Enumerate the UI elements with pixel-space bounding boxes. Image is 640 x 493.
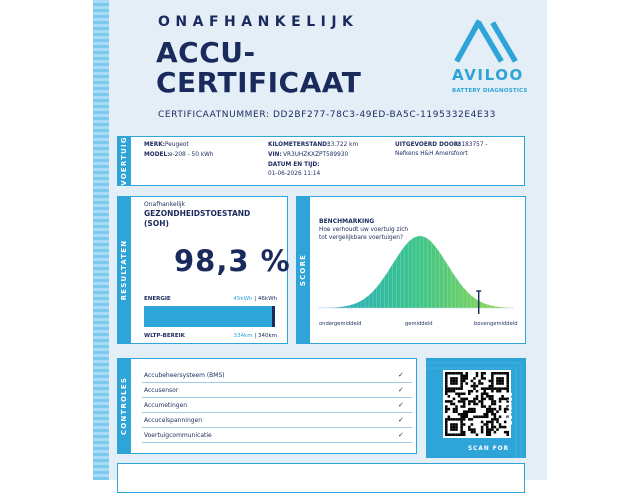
brand-tagline: BATTERY DIAGNOSTICS bbox=[452, 88, 528, 94]
control-divider bbox=[142, 427, 412, 428]
certificate-number: CERTIFICAATNUMMER: DD2BF277-78C3-49ED-BA5C-1195332E4E33 bbox=[158, 110, 496, 120]
model-value: e-208 - 50 kWh bbox=[169, 152, 214, 158]
performed-by-company: Nefkens H&H Amersfoort bbox=[395, 151, 468, 157]
vehicle-tab bbox=[117, 136, 131, 186]
odometer-label: KILOMETERSTAND: bbox=[268, 142, 330, 148]
benchmark-distribution-chart bbox=[318, 228, 518, 318]
control-item-label: Voertuigcommunicatie bbox=[144, 432, 212, 439]
range-label: WLTP-BEREIK bbox=[144, 333, 185, 339]
title-line-1: ACCU- bbox=[156, 36, 256, 69]
control-divider bbox=[142, 412, 412, 413]
aviloo-logo-icon bbox=[450, 15, 532, 97]
title-line-2: CERTIFICAAT bbox=[156, 66, 362, 99]
vin-value: VR3UHZKXZPT589930 bbox=[283, 152, 349, 158]
distribution-hatching bbox=[322, 236, 510, 308]
next-section bbox=[117, 463, 525, 493]
check-icon: ✓ bbox=[398, 371, 404, 379]
range-separator: | bbox=[252, 333, 258, 339]
range-values bbox=[197, 333, 277, 339]
check-icon: ✓ bbox=[398, 401, 404, 409]
performed-by-label: UITGEVOERD DOOR: bbox=[395, 142, 461, 148]
scan-label-details: DETAILS bbox=[508, 391, 514, 425]
soh-small-label: Onafhankelijk bbox=[144, 201, 186, 208]
soh-title bbox=[144, 209, 250, 228]
range-nominal: 340km bbox=[257, 333, 277, 339]
check-icon: ✓ bbox=[398, 431, 404, 439]
energy-bar bbox=[144, 306, 275, 327]
decorative-strip bbox=[93, 0, 109, 480]
controls-tab-label: CONTROLES bbox=[120, 376, 128, 436]
control-divider bbox=[142, 397, 412, 398]
score-tab-label: SCORE bbox=[299, 253, 307, 287]
soh-title-line-1: GEZONDHEIDSTOESTAND bbox=[144, 209, 251, 218]
check-icon: ✓ bbox=[398, 386, 404, 394]
model-label: MODEL: bbox=[144, 152, 170, 158]
control-item-label: Accucelspanningen bbox=[144, 417, 203, 424]
energy-separator: | bbox=[252, 296, 258, 302]
certificate-subtitle: ONAFHANKELIJK bbox=[158, 14, 359, 30]
make-label: MERK: bbox=[144, 142, 166, 148]
energy-measured: 45kWh bbox=[233, 296, 253, 302]
vehicle-tab-label: VOERTUIG bbox=[120, 136, 128, 186]
control-divider bbox=[142, 442, 412, 443]
brand-name: AVILOO bbox=[452, 66, 524, 84]
results-tab bbox=[117, 196, 131, 344]
energy-bar-marker bbox=[272, 306, 275, 327]
datetime-label: DATUM EN TIJD: bbox=[268, 162, 320, 168]
range-measured: 334km bbox=[233, 333, 253, 339]
scan-label: SCAN FOR bbox=[468, 446, 510, 452]
control-item-label: Accusensor bbox=[144, 387, 179, 394]
results-tab-label: RESULTATEN bbox=[120, 239, 128, 301]
soh-title-line-2: (SOH) bbox=[144, 218, 169, 228]
performed-by-code: 88183757 - bbox=[454, 142, 488, 148]
odometer-value: 33.722 km bbox=[327, 142, 359, 148]
datetime-value: 01-06-2026 11:14 bbox=[268, 171, 321, 177]
controls-tab bbox=[117, 358, 131, 454]
soh-value: 98,3 % bbox=[174, 244, 291, 278]
axis-label-high: bovengemiddeld bbox=[474, 321, 518, 327]
axis-label-mid: gemiddeld bbox=[405, 321, 433, 327]
energy-label: ENERGIE bbox=[144, 296, 171, 302]
vin-label: VIN: bbox=[268, 152, 282, 158]
qr-code[interactable] bbox=[445, 372, 509, 436]
make-value: Peugeot bbox=[165, 142, 189, 148]
benchmark-title: BENCHMARKING bbox=[319, 218, 375, 225]
control-item-label: Accumetingen bbox=[144, 402, 188, 409]
check-icon: ✓ bbox=[398, 416, 404, 424]
energy-nominal: 46kWh bbox=[257, 296, 277, 302]
energy-values bbox=[197, 296, 277, 302]
axis-label-low: ondergemiddeld bbox=[319, 321, 362, 327]
control-divider bbox=[142, 382, 412, 383]
certificate-title bbox=[156, 38, 361, 98]
control-item-label: Accubeheersysteem (BMS) bbox=[144, 372, 225, 379]
score-tab bbox=[296, 196, 310, 344]
benchmark-question: Hoe verhoudt uw voertuig zich tot vergelijkbare voertuigen? bbox=[319, 227, 409, 241]
